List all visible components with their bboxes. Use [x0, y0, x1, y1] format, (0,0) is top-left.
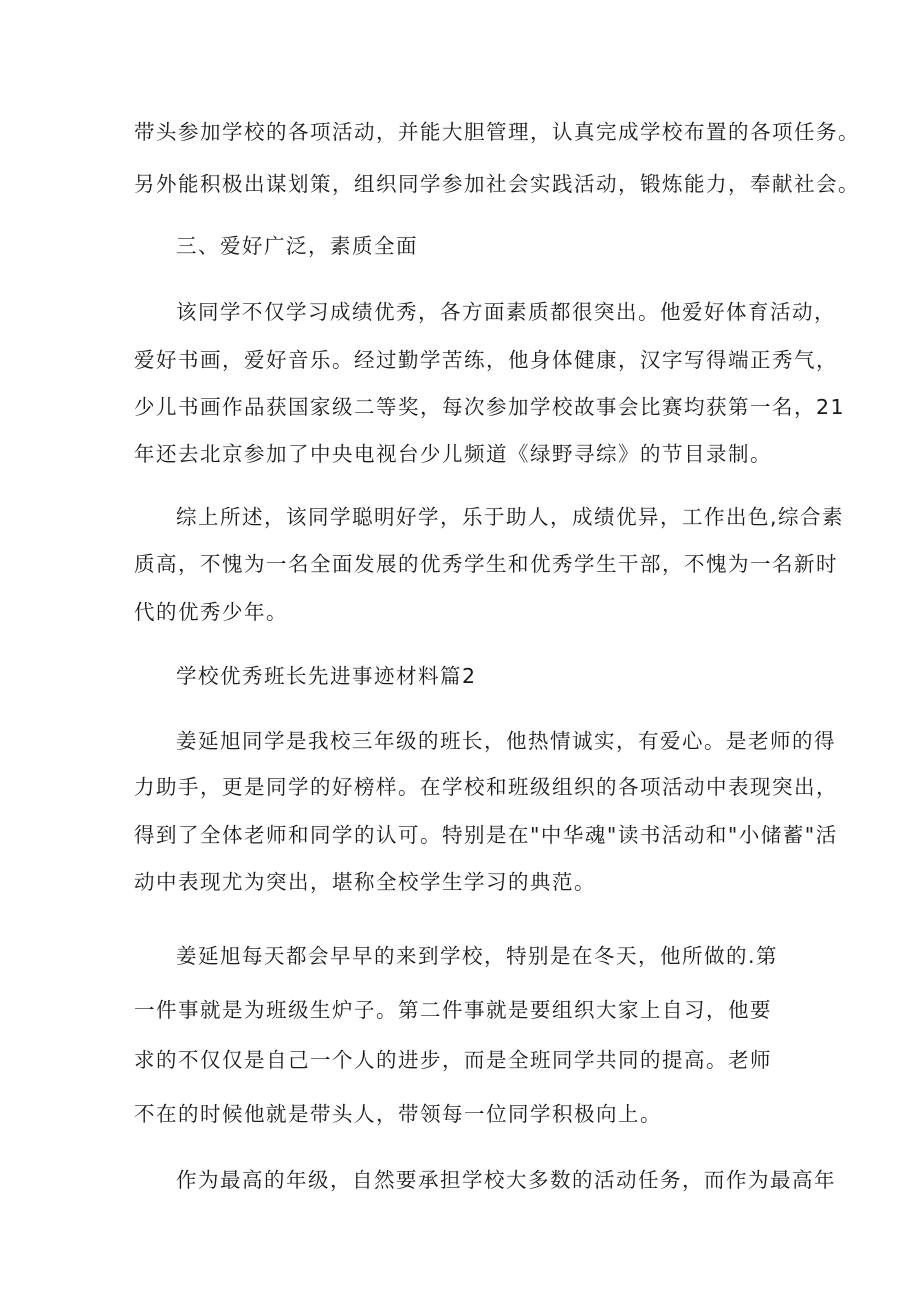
paragraph-line: 带头参加学校的各项活动，并能大胆管理，认真完成学校布置的各项任务。 [134, 120, 860, 144]
paragraph-line: 代的优秀少年。 [134, 600, 288, 624]
paragraph-line: 质高，不愧为一名全面发展的优秀学生和优秀学生干部，不愧为一名新时 [134, 552, 838, 576]
paragraph-line: 力助手，更是同学的好榜样。在学校和班级组织的各项活动中表现突出， [134, 775, 838, 799]
paragraph-line: 爱好书画，爱好音乐。经过勤学苦练，他身体健康，汉字写得端正秀气， [134, 348, 838, 372]
paragraph-line: 作为最高的年级，自然要承担学校大多数的活动任务，而作为最高年 [176, 1168, 836, 1192]
paragraph-line: 一件事就是为班级生炉子。第二件事就是要组织大家上自习，他要 [134, 998, 772, 1022]
paragraph-line: 姜延旭同学是我校三年级的班长，他热情诚实，有爱心。是老师的得 [176, 729, 836, 753]
paragraph-line: 该同学不仅学习成绩优秀，各方面素质都很突出。他爱好体育活动， [176, 300, 836, 324]
paragraph-line: 求的不仅仅是自己一个人的进步，而是全班同学共同的提高。老师 [134, 1048, 772, 1072]
paragraph-line: 年还去北京参加了中央电视台少儿频道《绿野寻综》的节目录制。 [134, 442, 772, 466]
section-heading: 三、爱好广泛，素质全面 [176, 234, 418, 258]
paragraph-line: 另外能积极出谋划策，组织同学参加社会实践活动，锻炼能力，奉献社会。 [134, 172, 860, 196]
paragraph-line: 不在的时候他就是带头人，带领每一位同学积极向上。 [134, 1102, 662, 1126]
paragraph-line: 姜延旭每天都会早早的来到学校，特别是在冬天，他所做的.第 [176, 944, 779, 968]
paragraph-line: 得到了全体老师和同学的认可。特别是在"中华魂"读书活动和"小储蓄"活 [134, 823, 838, 847]
paragraph-line: 动中表现尤为突出，堪称全校学生学习的典范。 [134, 870, 596, 894]
article-title: 学校优秀班长先进事迹材料篇2 [176, 664, 477, 688]
paragraph-line: 综上所述，该同学聪明好学，乐于助人，成绩优异，工作出色,综合素 [176, 505, 845, 529]
paragraph-line: 少儿书画作品获国家级二等奖，每次参加学校故事会比赛均获第一名，21 [134, 395, 846, 419]
